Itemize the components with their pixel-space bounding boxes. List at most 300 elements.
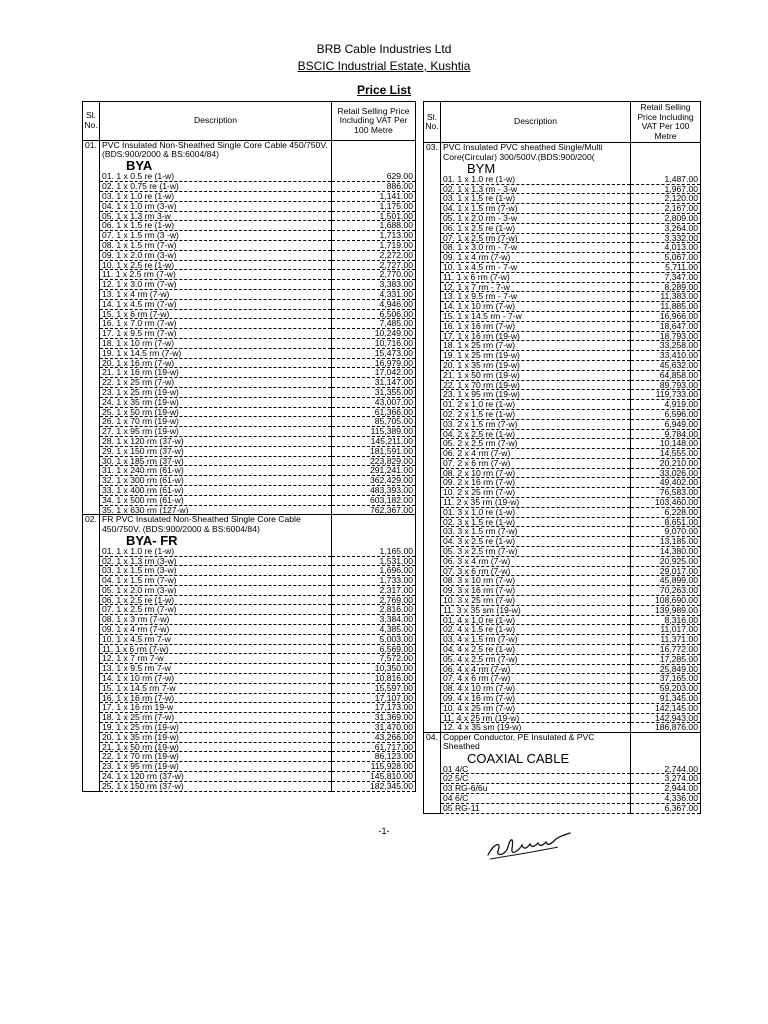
row-blank bbox=[424, 517, 441, 527]
item-number: 13. bbox=[102, 663, 114, 674]
item-description bbox=[441, 488, 631, 498]
row-blank bbox=[83, 634, 100, 644]
item-price: 20,210.00 bbox=[631, 458, 701, 468]
item-number: 11. bbox=[443, 713, 455, 723]
table-row bbox=[424, 351, 701, 361]
row-blank bbox=[424, 409, 441, 419]
item-number: 32. bbox=[102, 475, 114, 486]
item-size: 1 x 300 rm (61-w) bbox=[116, 475, 184, 486]
item-description bbox=[100, 348, 332, 358]
section-title: Copper Conductor, PE Insulated & PVC Sheathed bbox=[441, 733, 631, 752]
item-price: 45,899.00 bbox=[631, 576, 701, 586]
section-title: PVC Insulated PVC sheathed Single/Multi Core(Circular) 300/500V.(BDS:900/200( bbox=[441, 143, 631, 162]
table-row bbox=[424, 253, 701, 263]
item-description bbox=[441, 703, 631, 713]
section-price-blank bbox=[631, 733, 701, 752]
table-row bbox=[424, 586, 701, 596]
row-blank bbox=[83, 172, 100, 181]
row-blank bbox=[424, 765, 441, 774]
item-number: 04. bbox=[102, 575, 114, 586]
item-description bbox=[441, 282, 631, 292]
item-price: 29,017.00 bbox=[631, 566, 701, 576]
table-row bbox=[83, 683, 416, 693]
item-description bbox=[441, 321, 631, 331]
row-blank bbox=[424, 723, 441, 733]
item-number: 09. bbox=[102, 624, 114, 635]
item-size: 4 x 35 sm (19-w) bbox=[457, 722, 522, 733]
row-blank bbox=[424, 774, 441, 784]
row-blank bbox=[424, 213, 441, 223]
table-row bbox=[83, 446, 416, 456]
row-blank bbox=[83, 547, 100, 556]
item-number: 20. bbox=[102, 732, 114, 742]
item-size: 1 x 10 rm (7-w) bbox=[457, 301, 516, 312]
item-number: 06. bbox=[443, 556, 455, 566]
item-price: 6,569.00 bbox=[332, 644, 416, 654]
table-row bbox=[83, 495, 416, 505]
item-number: 03. bbox=[443, 634, 455, 645]
table-row bbox=[424, 262, 701, 272]
item-price: 8,651.00 bbox=[631, 517, 701, 527]
row-blank bbox=[83, 427, 100, 437]
item-price: 2,317.00 bbox=[332, 585, 416, 595]
item-number: 13. bbox=[443, 291, 455, 302]
table-row bbox=[83, 485, 416, 495]
row-blank bbox=[424, 272, 441, 282]
item-size: 1 x 14.5 rm (7-w) bbox=[116, 348, 182, 358]
table-row bbox=[83, 466, 416, 476]
item-price: 181,591.00 bbox=[332, 446, 416, 456]
item-size: 2 x 35 rm (19-w) bbox=[456, 497, 520, 508]
item-description bbox=[100, 387, 332, 397]
item-description bbox=[441, 370, 631, 380]
row-blank bbox=[424, 784, 441, 794]
item-number: 09. bbox=[443, 693, 455, 704]
item-number: 12. bbox=[443, 722, 455, 733]
row-blank bbox=[424, 507, 441, 517]
item-number: 17. bbox=[102, 702, 114, 713]
item-price: 483,393.00 bbox=[332, 485, 416, 495]
item-description bbox=[100, 654, 332, 664]
item-size: 1 x 2.5 rm (7-w) bbox=[115, 269, 176, 280]
table-row bbox=[83, 192, 416, 202]
item-price: 5,711.00 bbox=[631, 262, 701, 272]
item-description bbox=[441, 684, 631, 694]
item-description bbox=[441, 390, 631, 400]
item-number: 06. bbox=[443, 448, 455, 459]
table-row bbox=[424, 233, 701, 243]
item-description bbox=[441, 243, 631, 253]
item-size: 1 x 2.5 re (1-w) bbox=[116, 260, 175, 270]
row-blank bbox=[424, 292, 441, 302]
item-price: 17,285.00 bbox=[631, 654, 701, 664]
item-number: 21. bbox=[102, 367, 114, 378]
row-blank bbox=[424, 605, 441, 615]
row-blank bbox=[424, 262, 441, 272]
table-row bbox=[83, 240, 416, 250]
table-row bbox=[83, 260, 416, 270]
item-price: 31,147.00 bbox=[332, 378, 416, 388]
table-row bbox=[424, 419, 701, 429]
row-blank bbox=[424, 537, 441, 547]
item-size: 1 x 16 rm (7-w) bbox=[116, 693, 175, 703]
item-price: 6,506.00 bbox=[332, 309, 416, 319]
item-size: 1 x 1.3 rm - 3-w bbox=[457, 184, 518, 194]
item-price: 139,989.00 bbox=[631, 605, 701, 615]
item-number: 01. bbox=[443, 399, 455, 410]
item-price: 142,943.00 bbox=[631, 713, 701, 723]
item-size: 1 x 10 rm (7-w) bbox=[116, 673, 175, 684]
item-description bbox=[100, 762, 332, 772]
item-size: 4 x 2.5 re (1-w) bbox=[457, 644, 516, 655]
item-description bbox=[441, 184, 631, 194]
item-price: 31,369.00 bbox=[332, 713, 416, 723]
row-blank bbox=[83, 436, 100, 446]
item-number: 01. bbox=[443, 615, 455, 625]
table-row bbox=[83, 742, 416, 752]
item-price: 119,733.00 bbox=[631, 390, 701, 400]
item-number: 05. bbox=[443, 213, 455, 223]
item-size: 1 x 25 rm (7-w) bbox=[116, 712, 175, 723]
table-row bbox=[83, 772, 416, 782]
item-number: 22. bbox=[102, 377, 114, 388]
section-number: 02. bbox=[83, 515, 100, 534]
table-row bbox=[83, 368, 416, 378]
row-blank bbox=[83, 329, 100, 339]
signature-image bbox=[484, 825, 576, 865]
row-blank bbox=[83, 240, 100, 250]
table-row bbox=[83, 615, 416, 625]
row-blank bbox=[424, 351, 441, 361]
row-blank bbox=[424, 311, 441, 321]
item-size: 1 x 16 rm (19-w) bbox=[116, 367, 179, 378]
item-size: 3 x 16 rm (7-w) bbox=[457, 585, 516, 596]
item-number: 07. bbox=[102, 230, 114, 241]
item-number: 10. bbox=[102, 260, 114, 270]
row-blank bbox=[83, 211, 100, 221]
item-size: 2 x 4 rm (7-w) bbox=[457, 448, 511, 459]
col-header-price: Retail Selling Price Including VAT Per 100 Metre bbox=[631, 102, 701, 143]
table-row bbox=[424, 784, 701, 794]
row-blank bbox=[424, 253, 441, 263]
item-description bbox=[100, 693, 332, 703]
table-row bbox=[424, 302, 701, 312]
item-price: 18,647.00 bbox=[631, 321, 701, 331]
item-price: 76,583.00 bbox=[631, 488, 701, 498]
item-number: 20. bbox=[443, 360, 455, 370]
row-blank bbox=[83, 703, 100, 713]
row-blank bbox=[424, 429, 441, 439]
item-description bbox=[100, 172, 332, 181]
section-number: 03. bbox=[424, 143, 441, 162]
item-number: 01. bbox=[443, 507, 455, 517]
table-row bbox=[424, 400, 701, 410]
table-row bbox=[83, 674, 416, 684]
item-price: 18,793.00 bbox=[631, 331, 701, 341]
item-price: 61,366.00 bbox=[332, 407, 416, 417]
table-row bbox=[424, 635, 701, 645]
item-price: 7,572.00 bbox=[332, 654, 416, 664]
item-price: 7,347.00 bbox=[631, 272, 701, 282]
item-price: 20,925.00 bbox=[631, 556, 701, 566]
item-size: 1 x 240 rm (61-w) bbox=[116, 465, 184, 476]
row-blank bbox=[424, 488, 441, 498]
item-number: 08. bbox=[102, 614, 114, 625]
item-description bbox=[441, 302, 631, 312]
table-row bbox=[424, 527, 701, 537]
section-header bbox=[83, 515, 416, 534]
table-row bbox=[424, 605, 701, 615]
row-blank bbox=[83, 713, 100, 723]
item-number: 08. bbox=[443, 575, 455, 586]
item-description bbox=[441, 272, 631, 282]
item-price: 3,264.00 bbox=[631, 223, 701, 233]
row-blank bbox=[424, 468, 441, 478]
item-size: 1 x 0.5 re (1-w) bbox=[116, 172, 175, 182]
row-blank bbox=[424, 331, 441, 341]
item-number: 19. bbox=[443, 350, 455, 361]
item-number: 01. bbox=[102, 546, 114, 556]
table-row bbox=[424, 204, 701, 214]
item-number: 10. bbox=[443, 703, 455, 713]
item-size: 3 x 10 rm (7-w) bbox=[457, 575, 516, 586]
item-size: 2 x 10 rm (7-w) bbox=[457, 468, 516, 478]
item-number: 11. bbox=[443, 497, 455, 508]
item-size: 1 x 7.0 rm (7-w) bbox=[116, 318, 177, 329]
item-price: 2,167.00 bbox=[631, 204, 701, 214]
table-row bbox=[83, 693, 416, 703]
table-row bbox=[424, 654, 701, 664]
item-size: 1 x 50 rm (19-w) bbox=[116, 407, 179, 417]
section-price-blank bbox=[332, 141, 416, 160]
row-blank bbox=[424, 175, 441, 184]
item-price: 6,367.00 bbox=[631, 803, 701, 813]
item-price: 4,336.00 bbox=[631, 794, 701, 804]
item-number: 33. bbox=[102, 485, 114, 495]
item-number: 09. bbox=[443, 585, 455, 596]
item-size: RG-11 bbox=[454, 803, 480, 813]
blank-cell bbox=[332, 534, 416, 547]
row-blank bbox=[83, 595, 100, 605]
table-row bbox=[83, 762, 416, 772]
item-description bbox=[100, 427, 332, 437]
item-number: 21. bbox=[102, 742, 114, 752]
row-blank bbox=[83, 772, 100, 782]
item-description bbox=[441, 784, 631, 794]
item-price: 2,816.00 bbox=[332, 605, 416, 615]
item-description bbox=[100, 566, 332, 576]
item-price: 31,470.00 bbox=[332, 723, 416, 733]
item-description bbox=[441, 596, 631, 606]
item-number: 15. bbox=[443, 311, 455, 321]
item-number: 16. bbox=[443, 321, 455, 331]
col-header-sl: Sl. No. bbox=[424, 102, 441, 143]
table-row bbox=[424, 223, 701, 233]
item-size: 1 x 3.0 rm - 7-w bbox=[457, 242, 518, 253]
item-price: 45,632.00 bbox=[631, 360, 701, 370]
item-number: 27. bbox=[102, 426, 114, 437]
table-row bbox=[424, 243, 701, 253]
item-description bbox=[100, 368, 332, 378]
item-size: 4/C bbox=[454, 764, 469, 774]
table-row bbox=[424, 311, 701, 321]
item-description bbox=[441, 556, 631, 566]
table-row bbox=[424, 723, 701, 733]
row-blank bbox=[424, 370, 441, 380]
item-description bbox=[441, 292, 631, 302]
item-price: 3,383.00 bbox=[332, 280, 416, 290]
item-size: 1 x 95 rm (19-w) bbox=[457, 389, 520, 400]
item-number: 04. bbox=[102, 201, 114, 211]
section-label-row bbox=[424, 752, 701, 765]
item-price: 8,289.00 bbox=[631, 282, 701, 292]
company-address: BSCIC Industrial Estate, Kushtia bbox=[297, 59, 471, 73]
item-size: 1 x 2.5 re (1-w) bbox=[457, 223, 516, 233]
section-label-row bbox=[424, 162, 701, 175]
table-row bbox=[424, 488, 701, 498]
item-number: 17. bbox=[102, 328, 114, 339]
table-row bbox=[424, 331, 701, 341]
item-number: 11. bbox=[102, 644, 114, 654]
item-size: 1 x 16 rm (19-w) bbox=[457, 331, 520, 341]
item-description bbox=[441, 351, 631, 361]
table-row bbox=[83, 427, 416, 437]
table-row bbox=[83, 309, 416, 319]
item-price: 4,919.00 bbox=[631, 400, 701, 410]
table-row bbox=[83, 436, 416, 446]
item-description bbox=[100, 417, 332, 427]
item-number: 07. bbox=[443, 233, 455, 243]
item-size: 2 x 1.5 re (1-w) bbox=[457, 409, 516, 419]
item-size: 2 x 1.5 rm (7-w) bbox=[457, 419, 518, 429]
item-description bbox=[100, 201, 332, 211]
row-blank bbox=[83, 674, 100, 684]
item-size: 1 x 7 rm 7-w bbox=[116, 653, 164, 664]
item-number: 29. bbox=[102, 446, 114, 456]
item-number: 08. bbox=[443, 683, 455, 694]
table-row bbox=[83, 576, 416, 586]
item-description bbox=[441, 576, 631, 586]
item-size: 1 x 16 rm (7-w) bbox=[457, 321, 516, 331]
item-size: 1 x 16 rm 19-w bbox=[116, 702, 174, 713]
table-row bbox=[424, 547, 701, 557]
section-label: BYA bbox=[100, 159, 332, 172]
item-size: 1 x 1.3 rm (3-w) bbox=[116, 556, 177, 566]
item-description bbox=[441, 380, 631, 390]
item-description bbox=[100, 280, 332, 290]
row-blank bbox=[424, 674, 441, 684]
item-price: 1,487.00 bbox=[631, 175, 701, 184]
item-description bbox=[100, 772, 332, 782]
item-number: 04. bbox=[443, 536, 455, 547]
item-description bbox=[441, 664, 631, 674]
row-blank bbox=[83, 417, 100, 427]
item-size: 3 x 1.5 rm (7-w) bbox=[457, 526, 518, 537]
item-price: 89,793.00 bbox=[631, 380, 701, 390]
item-description bbox=[100, 556, 332, 566]
row-blank bbox=[424, 694, 441, 704]
item-number: 05. bbox=[443, 438, 455, 449]
item-price: 362,429.00 bbox=[332, 476, 416, 486]
section-label: BYM bbox=[441, 162, 631, 175]
item-number: 03. bbox=[443, 419, 455, 429]
item-price: 2,727.00 bbox=[332, 260, 416, 270]
table-row bbox=[424, 507, 701, 517]
table-row bbox=[424, 272, 701, 282]
table-row bbox=[83, 211, 416, 221]
table-row bbox=[83, 625, 416, 635]
item-size: 1 x 2.5 re (1-w) bbox=[116, 595, 175, 605]
item-price: 10,716.00 bbox=[332, 338, 416, 348]
table-row bbox=[424, 282, 701, 292]
item-price: 70,263.00 bbox=[631, 586, 701, 596]
item-price: 291,241.00 bbox=[332, 466, 416, 476]
section-header bbox=[424, 143, 701, 162]
table-row bbox=[83, 723, 416, 733]
item-price: 1,733.00 bbox=[332, 576, 416, 586]
item-size: 1 x 9.5 rm (7-w) bbox=[116, 328, 177, 339]
item-size: RG-6/6u bbox=[454, 783, 488, 794]
table-row bbox=[424, 713, 701, 723]
item-size: 2 x 2.5 rm (7-w) bbox=[457, 438, 518, 449]
table-row bbox=[424, 684, 701, 694]
item-size: 1 x 1.5 re (1-w) bbox=[116, 220, 175, 231]
item-number: 23. bbox=[443, 389, 455, 400]
item-number: 11. bbox=[102, 269, 114, 280]
item-description bbox=[100, 683, 332, 693]
item-description bbox=[100, 664, 332, 674]
item-number: 10. bbox=[443, 487, 455, 498]
row-blank bbox=[424, 360, 441, 370]
item-description bbox=[441, 419, 631, 429]
table-row bbox=[83, 407, 416, 417]
item-price: 4,946.00 bbox=[332, 299, 416, 309]
item-price: 103,460.00 bbox=[631, 498, 701, 508]
item-price: 762,367.00 bbox=[332, 505, 416, 515]
item-size: 1 x 2.5 rm (7-w) bbox=[457, 233, 518, 243]
table-row bbox=[83, 378, 416, 388]
item-description bbox=[100, 240, 332, 250]
item-size: 3 x 4 rm (7-w) bbox=[457, 556, 511, 566]
item-size: 4 x 1.0 re (1-w) bbox=[457, 615, 516, 625]
item-number: 26. bbox=[102, 416, 114, 427]
item-price: 1,696.00 bbox=[332, 566, 416, 576]
table-row bbox=[424, 674, 701, 684]
item-description bbox=[441, 694, 631, 704]
row-blank bbox=[424, 341, 441, 351]
table-row bbox=[83, 566, 416, 576]
item-description bbox=[441, 213, 631, 223]
table-row bbox=[424, 625, 701, 635]
item-description bbox=[100, 182, 332, 192]
item-price: 31,355.00 bbox=[332, 387, 416, 397]
row-blank bbox=[83, 683, 100, 693]
item-price: 16,772.00 bbox=[631, 645, 701, 655]
item-description bbox=[100, 338, 332, 348]
item-number: 01 bbox=[443, 764, 453, 774]
item-description bbox=[100, 466, 332, 476]
table-row bbox=[424, 439, 701, 449]
item-price: 182,345.00 bbox=[332, 781, 416, 791]
row-blank bbox=[424, 556, 441, 566]
row-blank bbox=[424, 684, 441, 694]
section-price-blank bbox=[631, 143, 701, 162]
row-blank bbox=[424, 204, 441, 214]
table-row bbox=[424, 370, 701, 380]
table-row bbox=[83, 270, 416, 280]
item-description bbox=[100, 742, 332, 752]
item-price: 85,705.00 bbox=[332, 417, 416, 427]
